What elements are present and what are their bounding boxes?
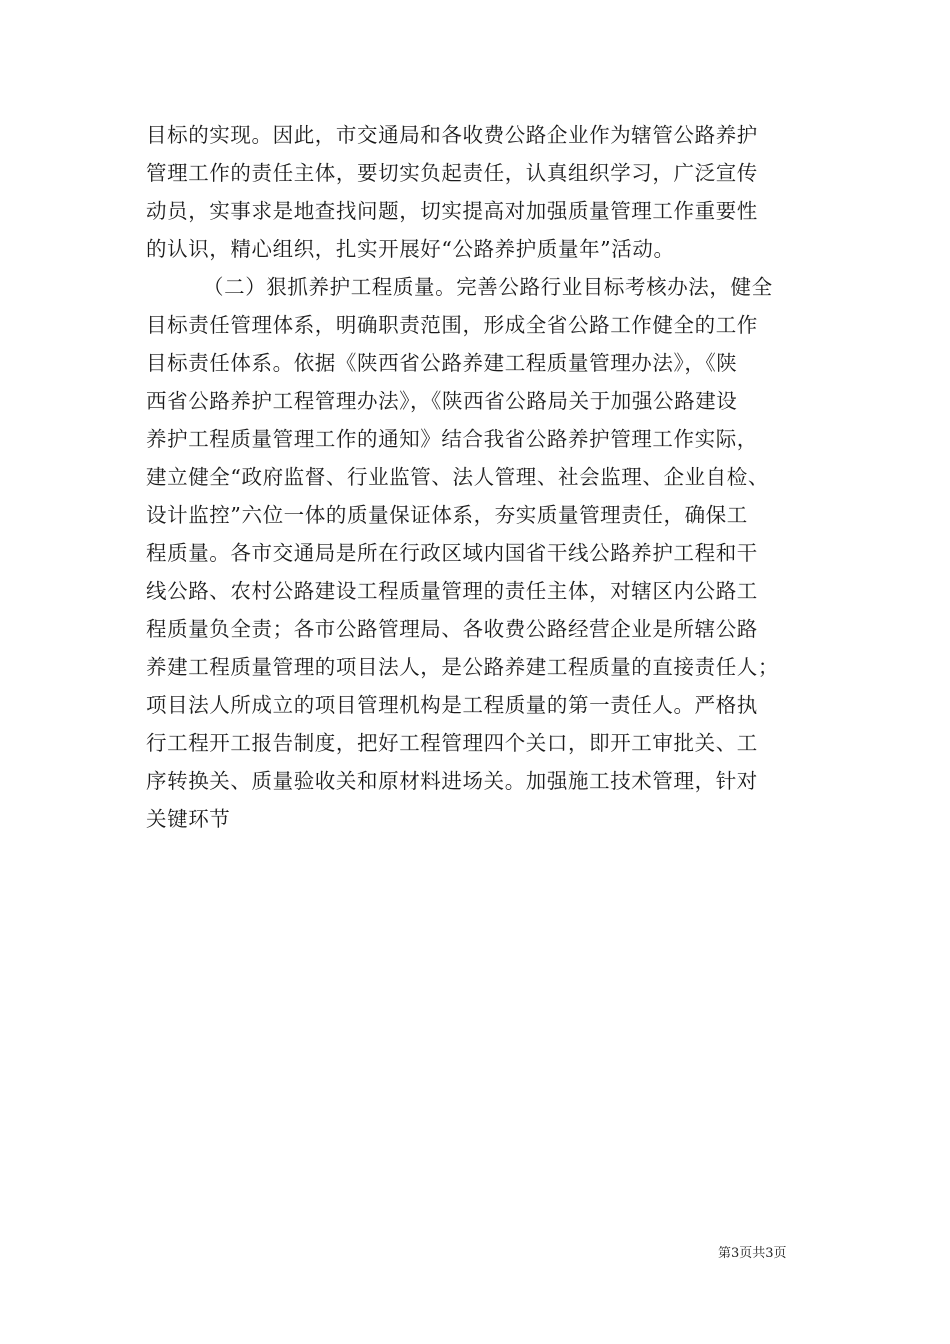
body-text-line: 的认识，精心组织，扎实开展好“公路养护质量年”活动。 [146, 237, 675, 261]
body-text-line: 行工程开工报告制度，把好工程管理四个关口，即开工审批关、工 [146, 731, 758, 755]
body-text-line: 目标责任管理体系，明确职责范围，形成全省公路工作健全的工作 [146, 313, 758, 337]
body-text-line: 建立健全“政府监督、行业监管、法人管理、社会监理、企业自检、 [146, 465, 769, 489]
body-text-line: 线公路、农村公路建设工程质量管理的责任主体，对辖区内公路工 [146, 579, 758, 603]
body-text-line: 养建工程质量管理的项目法人，是公路养建工程质量的直接责任人； [146, 655, 779, 679]
body-text-line: 管理工作的责任主体，要切实负起责任，认真组织学习，广泛宣传 [146, 161, 758, 185]
section-heading-line: （二）狠抓养护工程质量。完善公路行业目标考核办法，健全 [203, 275, 773, 299]
body-text-line: 关键环节 [146, 807, 231, 831]
body-text-line: 设计监控”六位一体的质量保证体系，夯实质量管理责任，确保工 [146, 503, 748, 527]
page-number: 第3页共3页 [718, 1246, 787, 1261]
body-text-line: 序转换关、质量验收关和原材料进场关。加强施工技术管理，针对 [146, 769, 758, 793]
body-text-line: 目标的实现。因此，市交通局和各收费公路企业作为辖管公路养护 [146, 123, 758, 147]
body-text-line: 西省公路养护工程管理办法》，《陕西省公路局关于加强公路建设 [146, 389, 738, 413]
body-text-line: 目标责任体系。依据《陕西省公路养建工程质量管理办法》，《陕 [146, 351, 738, 375]
body-text-line: 程质量。各市交通局是所在行政区域内国省干线公路养护工程和干 [146, 541, 758, 565]
body-text-line: 动员，实事求是地查找问题，切实提高对加强质量管理工作重要性 [146, 199, 758, 223]
body-text-line: 项目法人所成立的项目管理机构是工程质量的第一责任人。严格执 [146, 693, 758, 717]
body-text-line: 程质量负全责；各市公路管理局、各收费公路经营企业是所辖公路 [146, 617, 758, 641]
body-text-line: 养护工程质量管理工作的通知》结合我省公路养护管理工作实际， [146, 427, 758, 451]
